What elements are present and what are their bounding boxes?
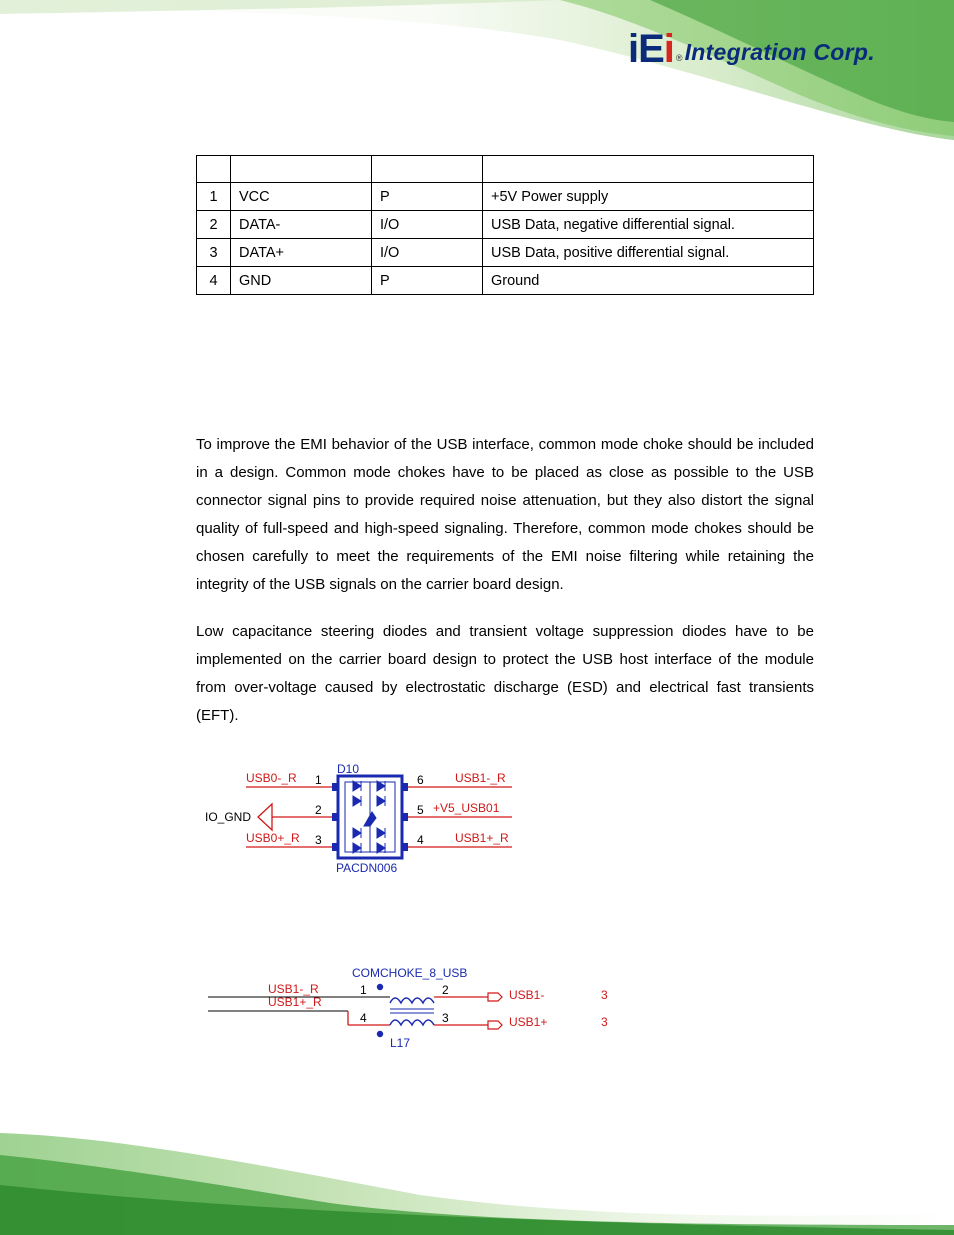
d10-ref: D10: [337, 762, 360, 776]
pin-label: 6: [417, 773, 424, 787]
net-label: USB0-_R: [246, 771, 297, 785]
pin-type: P: [372, 183, 483, 211]
net-label: USB1+_R: [268, 995, 322, 1009]
pin-label: 4: [417, 833, 424, 847]
offpage-connector-icon: [488, 993, 502, 1001]
pin-label: 5: [417, 803, 424, 817]
l17-ref: L17: [390, 1036, 411, 1050]
pin-type: I/O: [372, 211, 483, 239]
net-label: IO_GND: [205, 810, 252, 824]
pin-signal: GND: [231, 267, 372, 295]
net-label: USB1+_R: [455, 831, 509, 845]
net-label: USB0+_R: [246, 831, 300, 845]
pin-number: 3: [197, 239, 231, 267]
pin-type: P: [372, 267, 483, 295]
pin-label: 1: [315, 773, 322, 787]
pin-number: 4: [197, 267, 231, 295]
net-label: USB1-_R: [455, 771, 506, 785]
common-mode-choke: [208, 966, 608, 1050]
pin-description: USB Data, positive differential signal.: [483, 239, 814, 267]
net-label: USB1-_R: [268, 982, 319, 996]
footer-decoration: [0, 1125, 954, 1235]
pin-description: +5V Power supply: [483, 183, 814, 211]
net-label: USB1+: [509, 1015, 548, 1029]
paragraph-esd-protection: Low capacitance steering diodes and transient voltage suppression diodes have to be implemented on the carrier board design to protect the USB host interface of the module from over-voltage caused by electrostatic discharge (ESD) and electrical fast transients (EFT).: [196, 623, 814, 724]
pin-description: USB Data, negative differential signal.: [483, 211, 814, 239]
pin-signal: VCC: [231, 183, 372, 211]
page-ref: 3: [601, 1015, 608, 1029]
paragraph-emi-choke: To improve the EMI behavior of the USB interface, common mode choke should be included in a design. Common mode chokes have to be placed as close as possible to the USB connector signal pins to provide required noise attenuation, but they also distort the signal quality of full-speed and high-speed signaling. Therefore, common mode chokes should be chosen carefully to meet the requirements of the EMI noise filtering while retaining the integrity of the USB signals on the carrier board design.: [196, 436, 814, 593]
pin-label: 3: [315, 833, 322, 847]
pin-type: I/O: [372, 239, 483, 267]
pin-description: Ground: [483, 267, 814, 295]
offpage-connector-icon: [488, 1021, 502, 1029]
pin-label: 2: [442, 983, 449, 997]
logo-registered: ®: [675, 53, 683, 63]
net-label: +V5_USB01: [433, 801, 500, 815]
logo-mark: iEi: [628, 26, 674, 71]
pin-number: 1: [197, 183, 231, 211]
pin-label: 3: [442, 1011, 449, 1025]
esd-diode-array: [205, 762, 512, 875]
pin-signal: DATA+: [231, 239, 372, 267]
page-ref: 3: [601, 988, 608, 1002]
pin-label: 1: [360, 983, 367, 997]
pin-signal: DATA-: [231, 211, 372, 239]
l17-part: COMCHOKE_8_USB: [352, 966, 468, 980]
pin-label: 4: [360, 1011, 367, 1025]
logo-company-name: Integration Corp.: [684, 38, 875, 65]
pin-number: 2: [197, 211, 231, 239]
d10-part: PACDN006: [336, 861, 398, 875]
net-label: USB1-: [509, 988, 545, 1002]
ground-icon: [258, 804, 272, 830]
pin-label: 2: [315, 803, 322, 817]
